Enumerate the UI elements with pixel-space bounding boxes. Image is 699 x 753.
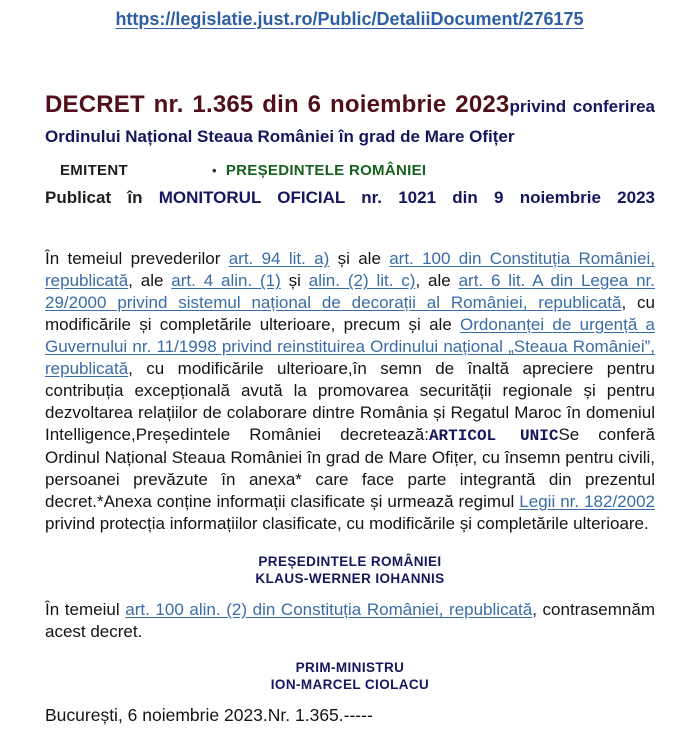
prime-minister-signature-block — [45, 659, 655, 693]
prime-minister-name: ION-MARCEL CIOLACU — [270, 677, 430, 692]
president-title: PREȘEDINTELE ROMÂNIEI — [258, 554, 442, 569]
legal-reference-link[interactable]: Ordonanței de urgență a Guvernului nr. 11/1998 privind reinstituirea Ordinului național „Steaua României”, republicată — [45, 315, 655, 378]
legal-reference-link[interactable]: art. 100 alin. (2) din Constituția României, republicată — [125, 600, 533, 619]
source-url-link[interactable]: https://legislatie.just.ro/Public/DetaliiDocument/276175 — [115, 9, 584, 29]
body-text-segment: Se conferă Ordinul Național Steaua României în grad de Mare Ofițer, cu însemn pentru civili, persoanei prevăzute în anexa* care face parte integrantă din prezentul decret.*Anexa conține informații clasificate și urmează regimul — [45, 425, 655, 511]
body-text-segment: În temeiul prevederilor — [45, 249, 229, 268]
emitent-label: EMITENT — [60, 162, 128, 179]
legal-reference-link[interactable]: art. 4 alin. (1) — [171, 271, 281, 290]
document-content — [0, 90, 699, 726]
decree-subtitle-inline: privind conferirea — [509, 97, 655, 116]
decree-title-line — [45, 90, 655, 123]
prime-minister-title: PRIM-MINISTRU — [295, 660, 405, 675]
president-name: KLAUS-WERNER IOHANNIS — [255, 571, 445, 586]
published-gazette-reference: MONITORUL OFICIAL nr. 1021 din 9 noiembrie 2023 — [158, 188, 655, 207]
document-source-bar — [0, 0, 699, 30]
body-text-segment: și ale — [329, 249, 390, 268]
body-text-segment: , cu modificările ulterioare,în semn de înaltă apreciere pentru contribuția excepțională avută la promovarea securității regionale și pentru dezvoltarea relațiilor de colaborare dintre România și Regatul Maroc în domeniul Intelligence,Președintele României decretează: — [45, 359, 655, 444]
body-text-segment: , contrasemnăm acest decret. — [45, 600, 655, 641]
body-text-segment: , cu modificările și completările ulterioare, precum și ale — [45, 293, 655, 334]
emitent-value — [212, 162, 426, 179]
decree-number-title: DECRET nr. 1.365 din 6 noiembrie 2023 — [45, 91, 510, 118]
countersign-paragraph — [45, 599, 655, 643]
body-text-segment: , ale — [415, 271, 459, 290]
legal-reference-link[interactable]: art. 94 lit. a) — [228, 249, 330, 268]
president-signature-block — [45, 553, 655, 587]
published-prefix: Publicat în — [45, 188, 143, 207]
decree-subtitle: Ordinului Național Steaua României în grad de Mare Ofițer — [45, 127, 515, 146]
article-unic-label: ARTICOL UNIC — [428, 427, 559, 445]
decree-title-block — [45, 90, 655, 147]
bullet-icon: • — [212, 163, 217, 178]
decree-body-paragraph — [45, 248, 655, 535]
emitent-issuer: PREȘEDINTELE ROMÂNIEI — [225, 162, 427, 179]
legal-reference-link[interactable]: art. 6 lit. A din Legea nr. 29/2000 privind sistemul național de decorații al României, republicată — [45, 271, 656, 312]
legal-reference-link[interactable]: alin. (2) lit. c) — [308, 271, 416, 290]
emitent-row — [45, 162, 655, 179]
body-text-segment: , ale — [128, 271, 172, 290]
date-and-number-line: București, 6 noiembrie 2023.Nr. 1.365.----- — [45, 705, 373, 725]
body-text-segment: și — [280, 271, 309, 290]
legal-reference-link[interactable]: art. 100 din Constituția României, republicată — [45, 249, 655, 290]
body-text-segment: În temeiul — [45, 600, 126, 619]
body-text-segment: privind protecția informațiilor clasificate, cu modificările și completările ulterioare. — [45, 514, 649, 533]
published-in-line — [45, 188, 655, 208]
legal-reference-link[interactable]: Legii nr. 182/2002 — [519, 492, 655, 511]
